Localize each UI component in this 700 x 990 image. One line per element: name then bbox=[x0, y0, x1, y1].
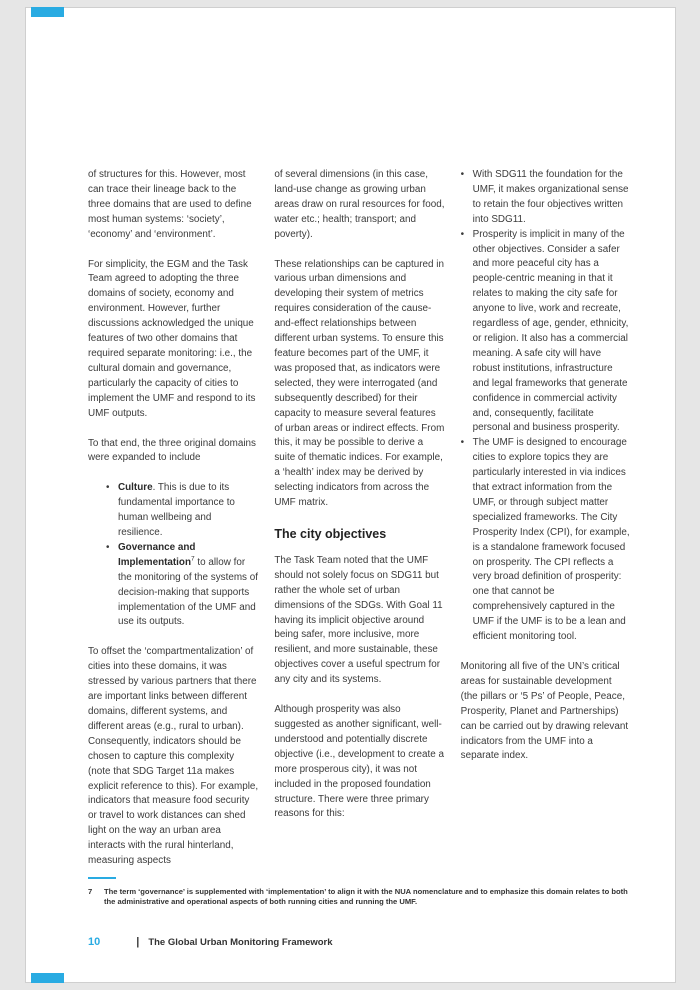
list-item bbox=[461, 228, 631, 437]
page-number: 10 bbox=[88, 936, 101, 948]
accent-bar-bottom bbox=[31, 973, 64, 983]
list-item bbox=[461, 436, 631, 645]
bullet-marker: • bbox=[106, 541, 110, 553]
footnote-text: The term ‘governance’ is supplemented with ‘implementation’ to align it with the NUA nomenclature and to emphasize this domain relates to both the administrative and operational aspects of both running cities and running the UMF. bbox=[104, 887, 628, 906]
list-item bbox=[461, 168, 631, 228]
paragraph: To that end, the three original domains were expanded to include bbox=[88, 437, 256, 464]
bullet-marker: • bbox=[460, 228, 465, 240]
footnote-rule bbox=[88, 877, 116, 879]
list-item-text: Prosperity is implicit in many of the other objectives. Consider a safer and more peaceful city has a people-centric meaning in that it relates to making the city safe for anyone to live, work and recreate, regardless of age, gender, ethnicity, or religion. It also has a commercial meaning. A safe city will have robust institutions, infrastructure and legal frameworks that generate confidence in commercial activity and, consequently, facilitate personal and business prosperity. bbox=[472, 228, 629, 434]
list-item-lead: Governance and Implementation bbox=[118, 541, 196, 568]
bullet-list bbox=[461, 168, 631, 645]
list-item-text: The UMF is designed to encourage cities to explore topics they are particularly interested in via indices that extract information from the UMF, or through subject matter specialized frameworks. The City Prosperity Index (CPI), for example, is a standalone framework focused on prosperity. The CPI reflects a very broad definition of prosperity: one that cannot be comprehensively captured in the UMF if the UMF is to be a lean and efficient monitoring tool. bbox=[472, 437, 630, 643]
list-item bbox=[106, 541, 258, 630]
bullet-marker: • bbox=[106, 482, 110, 494]
column-2 bbox=[274, 168, 444, 884]
paragraph: The Task Team noted that the UMF should not solely focus on SDG11 but rather the whole set of urban dimensions of the SDGs. With Goal 11 having its implicit objective around being safer, more inclusive, more resilient, and more sustainable, these objectives cover a useful spectrum for any city and its systems. bbox=[274, 554, 443, 686]
page-content bbox=[88, 168, 631, 884]
column-1 bbox=[88, 168, 258, 884]
footer-separator: | bbox=[136, 936, 140, 948]
bullet-marker: • bbox=[460, 169, 465, 180]
paragraph: To offset the ‘compartmentalization’ of cities into these domains, it was stressed by various partners that there are important links between different domains, different systems, and different areas (e.g., rural to urban). Consequently, indicators should be chosen to capture this complexity (note that SDG Target 11a makes explicit reference to this). For example, indicators that measure food security or travel to work distances can shed light on the way an urban area interacts with the rural hinterland, measuring aspects bbox=[88, 646, 259, 867]
paragraph: For simplicity, the EGM and the Task Team agreed to adopting the three domains of society, economy and environment. However, further discussions acknowledged the unique features of two other domains that required separate monitoring: i.e., the cultural domain and governance, particularly the capacity of cities to implement the UMF and respond to its UMF outputs. bbox=[88, 258, 256, 419]
section-heading-city-objectives: The city objectives bbox=[274, 526, 387, 541]
footnote-area bbox=[88, 877, 631, 907]
footnote bbox=[88, 887, 631, 907]
paragraph: of structures for this. However, most can trace their lineage back to the three domains that are used to define most human systems: ‘society’, ‘economy’ and ‘environment’. bbox=[88, 169, 252, 240]
document-title: The Global Urban Monitoring Framework bbox=[148, 936, 333, 948]
paragraph: Although prosperity was also suggested as another significant, well-understood and potentially discrete objective (i.e., development to create a more prosperous city), it was not included in the proposed foundation structure. There were three primary reasons for this: bbox=[274, 704, 444, 820]
footnote-ref: 7 bbox=[190, 555, 195, 563]
bullet-marker: • bbox=[460, 437, 465, 449]
list-item-text: With SDG11 the foundation for the UMF, it makes organizational sense to retain the four objectives written into SDG11. bbox=[472, 169, 629, 225]
list-item-body: . This is due to its fundamental importance to human wellbeing and resilience. bbox=[118, 482, 235, 539]
list-item-text bbox=[118, 541, 258, 630]
list-item-text bbox=[118, 481, 258, 541]
accent-bar-top bbox=[31, 7, 64, 17]
document-page bbox=[25, 7, 676, 983]
page-footer bbox=[88, 936, 333, 948]
paragraph: These relationships can be captured in various urban dimensions and developing their system of metrics requires consideration of the cause-and-effect relationships between different urban systems. To ensure this feature becomes part of the UMF, it was proposed that, as indicators were selected, they were interrogated (and subsequently described) for their capacity to measure several features of urban areas or indirect effects. From this, it may be possible to derive a suite of thematic indices. For example, a ‘health’ index may be derived by selecting indicators from across the UMF matrix. bbox=[274, 258, 445, 509]
column-3 bbox=[461, 168, 631, 884]
paragraph: Monitoring all five of the UN’s critical areas for sustainable development (the pillars or ‘5 Ps’ of People, Peace, Prosperity, Planet and Partnerships) can be carried out by drawing relevant indicators from the UMF into a separate index. bbox=[460, 661, 629, 762]
list-item-lead: Culture bbox=[118, 482, 153, 494]
list-item bbox=[106, 481, 258, 541]
footnote-number: 7 bbox=[88, 887, 93, 896]
bullet-list bbox=[106, 481, 258, 630]
list-item-body: to allow for the monitoring of the systems of decision-making that supports implementation of the UMF and use its outputs. bbox=[118, 556, 258, 628]
paragraph: of several dimensions (in this case, land-use change as growing urban areas draw on rural resources for food, water etc.; health; transport; and poverty). bbox=[274, 169, 445, 240]
